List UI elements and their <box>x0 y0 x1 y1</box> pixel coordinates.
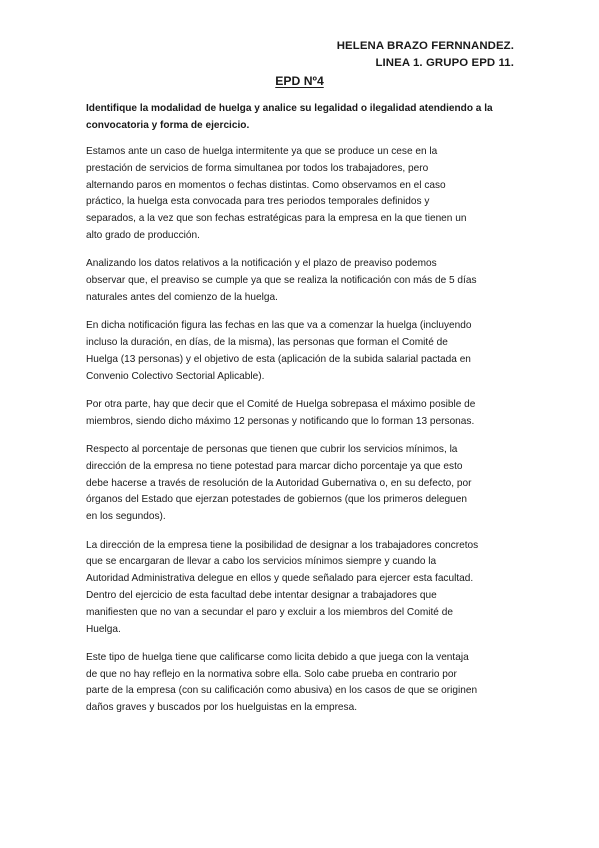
text-line: Huelga (13 personas) y el objetivo de esta (aplicación de la subida salarial pactada en <box>86 353 471 365</box>
document-body <box>86 101 516 729</box>
text-line: parte de la empresa (con su calificación como abusiva) en los casos de que se originen <box>86 685 478 697</box>
paragraph-designation <box>86 538 516 639</box>
text-line: naturales antes del comienzo de la huelga. <box>86 291 278 303</box>
text-line: en los segundos). <box>86 511 166 523</box>
text-line: manifiesten que no van a secundar el paro y excluir a los miembros del Comité de <box>86 606 453 618</box>
text-line: alto grado de producción. <box>86 230 200 242</box>
text-line: alternando paros en momentos o fechas distintas. Como observamos en el caso <box>86 179 446 191</box>
text-line: daños graves y buscados por los huelguistas en la empresa. <box>86 702 358 714</box>
text-line: de que no hay reflejo en la normativa sobre ella. Solo cabe prueba en contrario por <box>86 668 457 680</box>
text-line: La dirección de la empresa tiene la posibilidad de designar a los trabajadores concretos <box>86 539 479 551</box>
text-line: práctico, la huelga esta convocada para tres periodos temporales definidos y <box>86 196 430 208</box>
document-title: EPD Nº4 <box>275 74 324 88</box>
text-line: que se encargaran de llevar a cabo los servicios mínimos siempre y cuando la <box>86 556 437 568</box>
text-line: Dentro del ejercicio de esta facultad debe intentar designar a trabajadores que <box>86 589 437 601</box>
text-line: Por otra parte, hay que decir que el Comité de Huelga sobrepasa el máximo posible de <box>86 398 476 410</box>
text-line: órganos del Estado que ejerzan potestades de gobiernos (que los primeros deleguen <box>86 494 468 506</box>
text-line: prestación de servicios de forma simultanea por todos los trabajadores, pero <box>86 162 429 174</box>
paragraph-legality <box>86 650 516 717</box>
paragraph-notification-content <box>86 318 516 385</box>
text-line: Este tipo de huelga tiene que calificarse como licita debido a que juega con la ventaja <box>86 651 469 663</box>
question-paragraph <box>86 101 516 135</box>
text-line: separados, a la vez que son fechas estratégicas para la empresa en la que tienen un <box>86 213 467 225</box>
text-line: Respecto al porcentaje de personas que tienen que cubrir los servicios mínimos, la <box>86 444 458 456</box>
text-line: dirección de la empresa no tiene potestad para marcar dicho porcentaje ya que esto <box>86 460 463 472</box>
text-line: En dicha notificación figura las fechas en las que va a comenzar la huelga (incluyendo <box>86 320 472 332</box>
paragraph-minimum-services <box>86 442 516 526</box>
author-name: HELENA BRAZO FERNNANDEZ. <box>336 40 514 52</box>
text-line: Analizando los datos relativos a la notificación y el plazo de preaviso podemos <box>86 258 437 270</box>
paragraph-modality <box>86 144 516 245</box>
text-line: observar que, el preaviso se cumple ya que se realiza la notificación con más de 5 días <box>86 275 477 287</box>
text-line: debe hacerse a través de resolución de la Autoridad Gubernativa o, en su defecto, por <box>86 477 472 489</box>
text-line: miembros, siendo dicho máximo 12 personas y notificando que lo forman 13 personas. <box>86 415 475 427</box>
author-header <box>337 38 514 72</box>
text-line: convocatoria y forma de ejercicio. <box>86 119 250 131</box>
text-line: Autoridad Administrativa delegue en ellos y quede señalado para ejercer esta facultad. <box>86 573 474 585</box>
text-line: incluso la duración, en días, de la misma), las personas que forman el Comité de <box>86 337 448 349</box>
text-line: Convenio Colectivo Sectorial Aplicable). <box>86 370 265 382</box>
paragraph-committee <box>86 397 516 431</box>
text-line: Identifique la modalidad de huelga y analice su legalidad o ilegalidad atendiendo a la <box>86 103 493 114</box>
paragraph-notice <box>86 256 516 306</box>
group-line: LINEA 1. GRUPO EPD 11. <box>375 57 514 69</box>
text-line: Huelga. <box>86 623 121 635</box>
text-line: Estamos ante un caso de huelga intermitente ya que se produce un cese en la <box>86 146 438 158</box>
